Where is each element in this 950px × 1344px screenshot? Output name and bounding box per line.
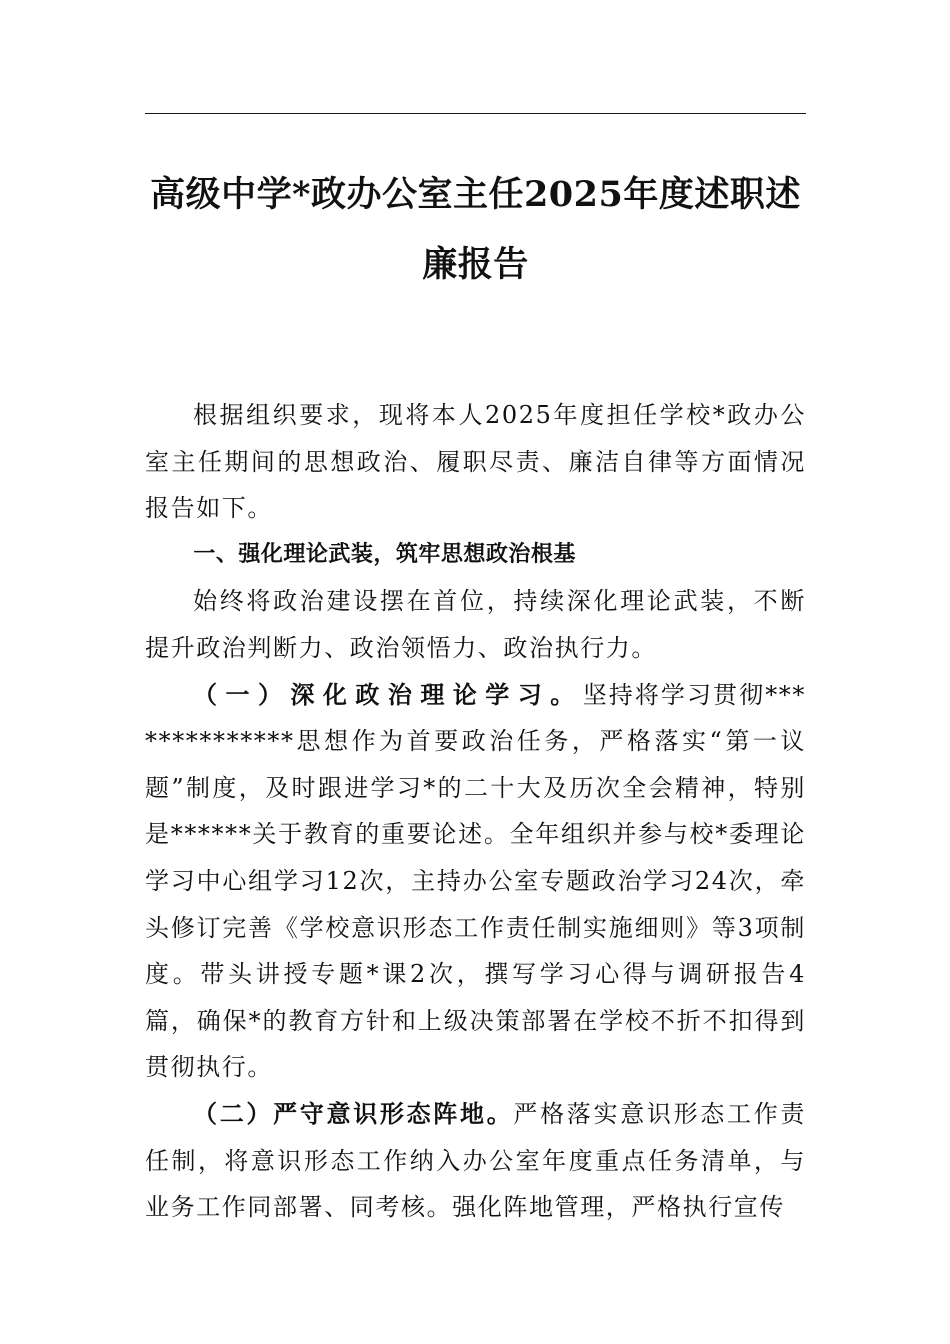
item-2-label: （二）严守意识形态阵地。: [193, 1098, 514, 1128]
section-1-lead-paragraph: 始终将政治建设摆在首位，持续深化理论武装，不断提升政治判断力、政治领悟力、政治执行力。: [145, 587, 806, 662]
item-2-text: 严格落实意识形态工作责任制，将意识形态工作纳入办公室年度重点任务清单，与业务工作同部署、同考核。强化阵地管理，严格执行宣传: [145, 1099, 806, 1222]
item-1-label: （一）深化政治理论学习。: [193, 679, 583, 709]
document-title: 高级中学*政办公室主任2025年度述职述廉报告: [150, 174, 801, 285]
header-rule: [145, 113, 806, 114]
item-1-paragraph: [145, 672, 806, 1091]
document-body: [145, 392, 806, 1231]
intro-paragraph: 根据组织要求，现将本人2025年度担任学校*政办公室主任期间的思想政治、履职尽责、廉洁自律等方面情况报告如下。: [145, 401, 806, 523]
section-heading-1: 一、强化理论武装，筑牢思想政治根基: [193, 541, 576, 567]
item-1-text: 坚持将学习贯彻**************思想作为首要政治任务，严格落实“第一议题”制度，及时跟进学习*的二十大及历次全会精神，特别是******关于教育的重要论述。全年组织并参与校*委理论学习中心组学习12次，主持办公室专题政治学习24次，牵头修订完善《学校意识形态工作责任制实施细则》等3项制度。带头讲授专题*课2次，撰写学习心得与调研报告4篇，确保*的教育方针和上级决策部署在学校不折不扣得到贯彻执行。: [145, 680, 807, 1082]
item-2-paragraph: [145, 1091, 806, 1231]
